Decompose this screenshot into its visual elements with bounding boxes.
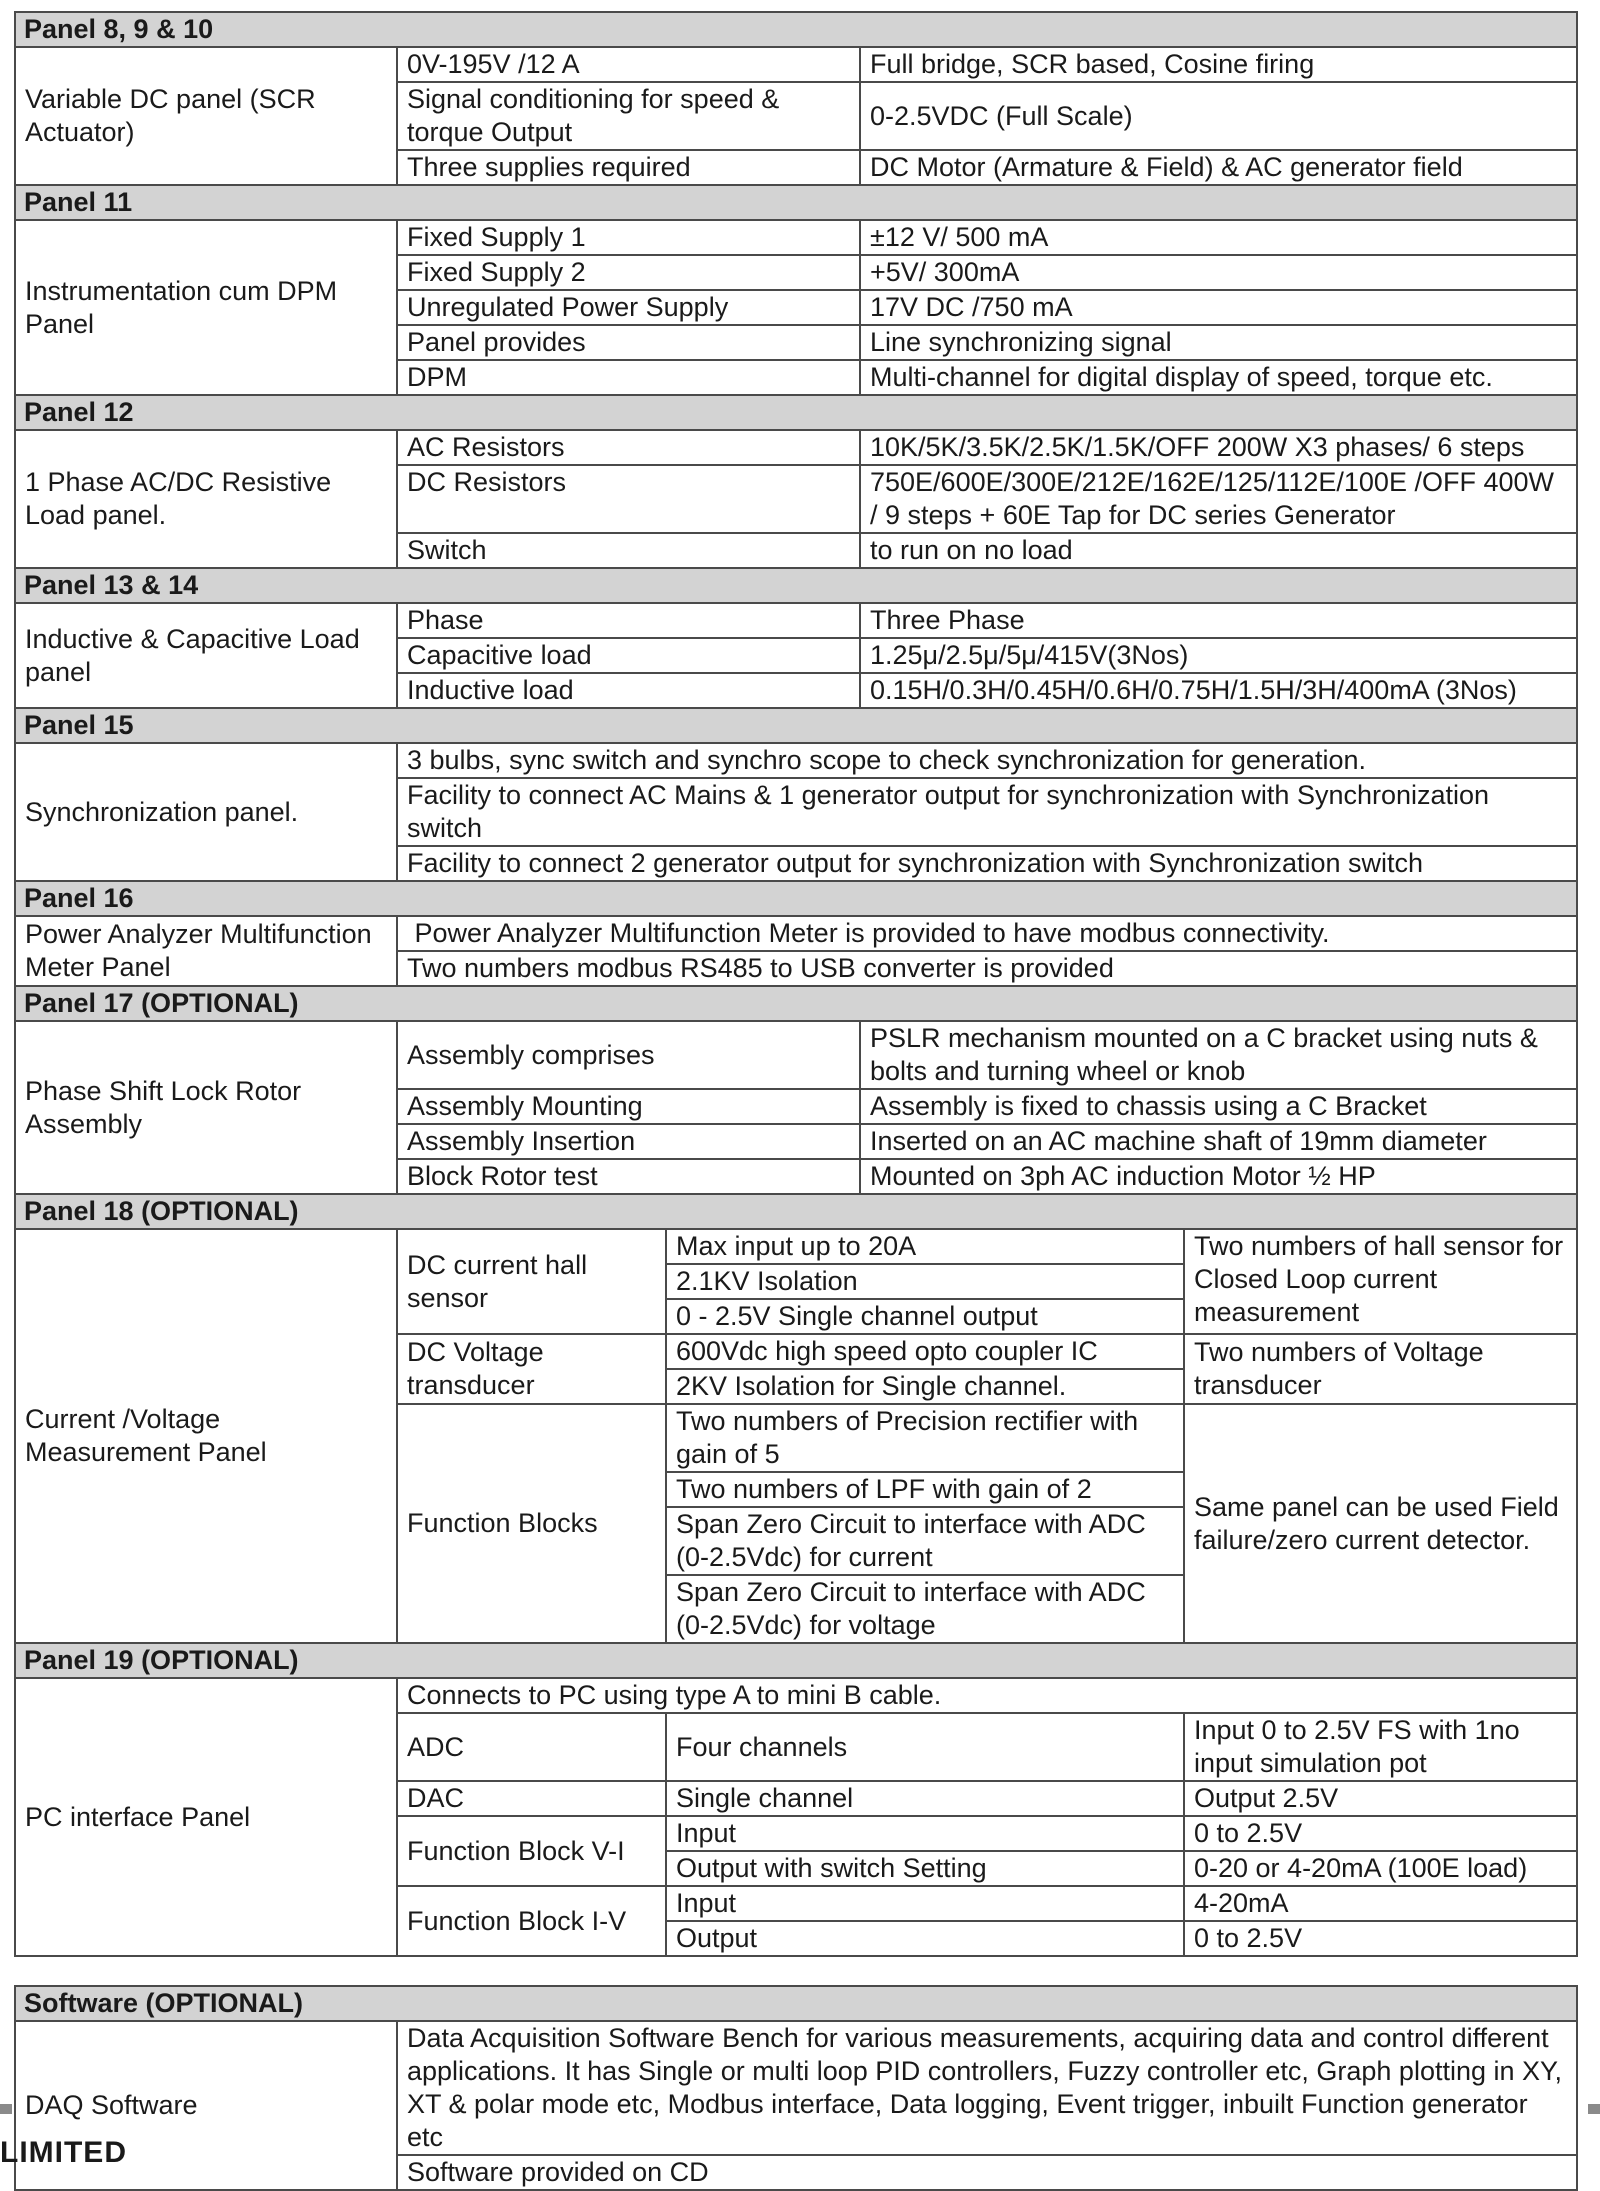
spec-value: Three Phase: [860, 603, 1577, 638]
page-edge-mark: [0, 2104, 12, 2114]
spec-value: Power Analyzer Multifunction Meter is provided to have modbus connectivity.: [397, 916, 1577, 951]
panel-label: 1 Phase AC/DC Resistive Load panel.: [15, 430, 397, 568]
spec-value: DC Motor (Armature & Field) & AC generator field: [860, 150, 1577, 185]
section-header: [15, 1986, 1577, 2021]
spec-value: 4-20mA: [1184, 1886, 1577, 1921]
spec-value: +5V/ 300mA: [860, 255, 1577, 290]
block-name: Function Block V-I: [397, 1816, 666, 1886]
spec-value: Assembly is fixed to chassis using a C Bracket: [860, 1089, 1577, 1124]
spec-name: 0V-195V /12 A: [397, 47, 860, 82]
spec-value: 0 - 2.5V Single channel output: [666, 1299, 1184, 1334]
spec-table: [14, 11, 1578, 2191]
block-name: Function Blocks: [397, 1404, 666, 1643]
panel-label: Current /Voltage Measurement Panel: [15, 1229, 397, 1643]
spec-name: Inductive load: [397, 673, 860, 708]
spec-name: Unregulated Power Supply: [397, 290, 860, 325]
spec-value: 0-2.5VDC (Full Scale): [860, 82, 1577, 150]
section-header: [15, 395, 1577, 430]
block-name: Function Block I-V: [397, 1886, 666, 1956]
section-title: Panel 15: [15, 708, 1577, 743]
section-title: Panel 12: [15, 395, 1577, 430]
block-note: Two numbers of hall sensor for Closed Loop current measurement: [1184, 1229, 1577, 1334]
spec-name: DPM: [397, 360, 860, 395]
panel-label: Variable DC panel (SCR Actuator): [15, 47, 397, 185]
spec-name: Switch: [397, 533, 860, 568]
spec-value: PSLR mechanism mounted on a C bracket using nuts & bolts and turning wheel or knob: [860, 1021, 1577, 1089]
spec-value: Facility to connect 2 generator output for synchronization with Synchronization switch: [397, 846, 1577, 881]
spec-value: Span Zero Circuit to interface with ADC (0-2.5Vdc) for current: [666, 1507, 1184, 1575]
spec-value: 2KV Isolation for Single channel.: [666, 1369, 1184, 1404]
panel-label: PC interface Panel: [15, 1678, 397, 1956]
spec-value: 0-20 or 4-20mA (100E load): [1184, 1851, 1577, 1886]
spec-value: ±12 V/ 500 mA: [860, 220, 1577, 255]
spec-name: Signal conditioning for speed & torque Output: [397, 82, 860, 150]
spec-value: Max input up to 20A: [666, 1229, 1184, 1264]
panel-label: DAQ Software: [15, 2021, 397, 2190]
spec-name: Three supplies required: [397, 150, 860, 185]
section-header: [15, 568, 1577, 603]
section-header: [15, 986, 1577, 1021]
spec-name: Output: [666, 1921, 1184, 1956]
spec-value: 0 to 2.5V: [1184, 1816, 1577, 1851]
spec-name: Input: [666, 1816, 1184, 1851]
spec-name: Four channels: [666, 1713, 1184, 1781]
spec-name: Output with switch Setting: [666, 1851, 1184, 1886]
block-name: DC Voltage transducer: [397, 1334, 666, 1404]
spec-name: Single channel: [666, 1781, 1184, 1816]
spec-value: to run on no load: [860, 533, 1577, 568]
spec-value: Multi-channel for digital display of speed, torque etc.: [860, 360, 1577, 395]
section-title: Panel 8, 9 & 10: [15, 12, 1577, 47]
spacer-row: [15, 1956, 1577, 1986]
section-header: [15, 1643, 1577, 1678]
spec-value: Two numbers of Precision rectifier with gain of 5: [666, 1404, 1184, 1472]
spec-value: 0.15H/0.3H/0.45H/0.6H/0.75H/1.5H/3H/400mA (3Nos): [860, 673, 1577, 708]
section-header: [15, 881, 1577, 916]
spec-value: Output 2.5V: [1184, 1781, 1577, 1816]
block-note: Same panel can be used Field failure/zero current detector.: [1184, 1404, 1577, 1643]
spec-value: 750E/600E/300E/212E/162E/125/112E/100E /OFF 400W / 9 steps + 60E Tap for DC series Generator: [860, 465, 1577, 533]
section-title: Software (OPTIONAL): [15, 1986, 1577, 2021]
spec-value: Full bridge, SCR based, Cosine firing: [860, 47, 1577, 82]
panel-label: Power Analyzer Multifunction Meter Panel: [15, 916, 397, 986]
section-header: [15, 1194, 1577, 1229]
spec-name: Input: [666, 1886, 1184, 1921]
spec-value: Span Zero Circuit to interface with ADC (0-2.5Vdc) for voltage: [666, 1575, 1184, 1643]
section-header: [15, 708, 1577, 743]
spec-name: Assembly Mounting: [397, 1089, 860, 1124]
section-title: Panel 18 (OPTIONAL): [15, 1194, 1577, 1229]
section-title: Panel 13 & 14: [15, 568, 1577, 603]
spec-value: Line synchronizing signal: [860, 325, 1577, 360]
panel-label: Inductive & Capacitive Load panel: [15, 603, 397, 708]
section-title: Panel 16: [15, 881, 1577, 916]
spec-value: Two numbers of LPF with gain of 2: [666, 1472, 1184, 1507]
spec-name: Assembly comprises: [397, 1021, 860, 1089]
spec-name: AC Resistors: [397, 430, 860, 465]
spec-name: Fixed Supply 1: [397, 220, 860, 255]
spec-value: 10K/5K/3.5K/2.5K/1.5K/OFF 200W X3 phases/ 6 steps: [860, 430, 1577, 465]
block-name: ADC: [397, 1713, 666, 1781]
spec-name: Capacitive load: [397, 638, 860, 673]
block-name: DC current hall sensor: [397, 1229, 666, 1334]
block-name: DAC: [397, 1781, 666, 1816]
spec-value: Data Acquisition Software Bench for various measurements, acquiring data and control different applications. It has Single or multi loop PID controllers, Fuzzy controller etc, Graph plotting in XY, XT & polar mode etc, Modbus interface, Data logging, Event trigger, inbuilt Function generator etc: [397, 2021, 1577, 2155]
section-header: [15, 185, 1577, 220]
spec-value: Software provided on CD: [397, 2155, 1577, 2190]
spec-value: Two numbers modbus RS485 to USB converter is provided: [397, 951, 1577, 986]
spec-value: Input 0 to 2.5V FS with 1no input simulation pot: [1184, 1713, 1577, 1781]
spec-name: Fixed Supply 2: [397, 255, 860, 290]
footer-text: LIMITED: [0, 2136, 127, 2169]
panel-label: Instrumentation cum DPM Panel: [15, 220, 397, 395]
spec-name: DC Resistors: [397, 465, 860, 533]
spec-value: 3 bulbs, sync switch and synchro scope to check synchronization for generation.: [397, 743, 1577, 778]
spec-name: Assembly Insertion: [397, 1124, 860, 1159]
spec-name: Panel provides: [397, 325, 860, 360]
spec-name: Phase: [397, 603, 860, 638]
spec-value: Facility to connect AC Mains & 1 generator output for synchronization with Synchronization switch: [397, 778, 1577, 846]
block-note: Two numbers of Voltage transducer: [1184, 1334, 1577, 1404]
spec-value: 0 to 2.5V: [1184, 1921, 1577, 1956]
spacer: [15, 1956, 1577, 1986]
panel-label: Synchronization panel.: [15, 743, 397, 881]
spec-value: Connects to PC using type A to mini B cable.: [397, 1678, 1577, 1713]
section-header: [15, 12, 1577, 47]
spec-value: 600Vdc high speed opto coupler IC: [666, 1334, 1184, 1369]
spec-value: Mounted on 3ph AC induction Motor ½ HP: [860, 1159, 1577, 1194]
spec-value: 1.25μ/2.5μ/5μ/415V(3Nos): [860, 638, 1577, 673]
panel-label: Phase Shift Lock Rotor Assembly: [15, 1021, 397, 1194]
spec-name: Block Rotor test: [397, 1159, 860, 1194]
section-title: Panel 19 (OPTIONAL): [15, 1643, 1577, 1678]
section-title: Panel 11: [15, 185, 1577, 220]
spec-value: Inserted on an AC machine shaft of 19mm diameter: [860, 1124, 1577, 1159]
page-edge-mark: [1588, 2104, 1600, 2114]
spec-value: 2.1KV Isolation: [666, 1264, 1184, 1299]
section-title: Panel 17 (OPTIONAL): [15, 986, 1577, 1021]
spec-value: 17V DC /750 mA: [860, 290, 1577, 325]
